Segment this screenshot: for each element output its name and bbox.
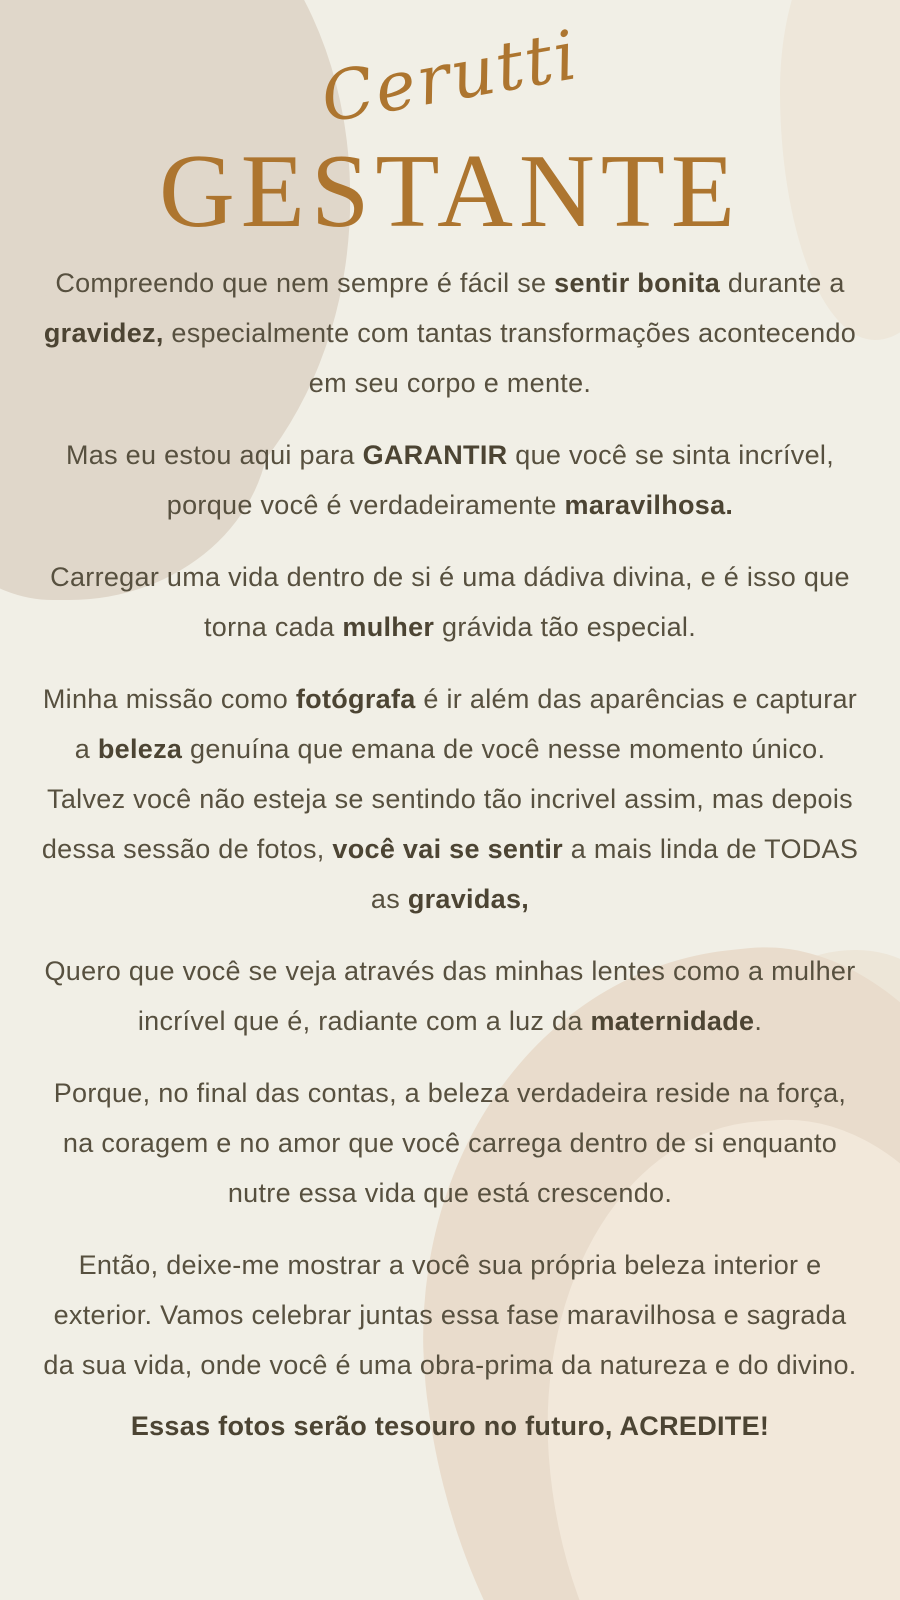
text: especialmente com tantas transformações acontecendo em seu corpo e mente. bbox=[163, 318, 857, 398]
text: a mais linda de TODAS as bbox=[370, 834, 859, 914]
text: Mas eu estou aqui para bbox=[65, 440, 363, 470]
text: Compreendo que nem sempre é fácil se bbox=[55, 268, 555, 298]
bold-text: maternidade bbox=[590, 1006, 755, 1036]
bold-text: sentir bonita bbox=[554, 268, 721, 298]
bold-text: você vai se sentir bbox=[332, 834, 563, 864]
page-title: GESTANTE bbox=[158, 132, 742, 249]
text: Porque, no final das contas, a beleza verdadeira reside na força, na coragem e no amor que você carrega dentro de si enquanto nutre essa vida que está crescendo. bbox=[53, 1078, 847, 1208]
text: Carregar uma vida dentro de si é uma dádiva divina, e é isso que torna cada bbox=[50, 562, 850, 642]
bold-text: maravilhosa. bbox=[564, 490, 734, 520]
text: Minha missão como bbox=[42, 684, 296, 714]
bold-text: beleza bbox=[97, 734, 183, 764]
bold-text: GARANTIR bbox=[362, 440, 508, 470]
text: Então, deixe-me mostrar a você sua própria beleza interior e exterior. Vamos celebrar juntas essa fase maravilhosa e sagrada da sua vida, onde você é uma obra-prima da natureza e do divino. bbox=[43, 1250, 857, 1380]
paragraph-2 bbox=[40, 430, 860, 530]
bold-text: fotógrafa bbox=[295, 684, 416, 714]
body-text bbox=[40, 258, 860, 1446]
text: Quero que você se veja através das minhas lentes como a mulher incrível que é, radiante com a luz da bbox=[44, 956, 856, 1036]
text: é ir além das aparências e capturar a bbox=[74, 684, 858, 764]
brand-signature: Cerutti bbox=[315, 16, 585, 139]
paragraph-7 bbox=[40, 1240, 860, 1390]
bold-text: gravidez, bbox=[43, 318, 164, 348]
paragraph-5 bbox=[40, 946, 860, 1046]
paragraph-1 bbox=[40, 258, 860, 408]
text: grávida tão especial. bbox=[434, 612, 696, 642]
paragraph-4 bbox=[40, 674, 860, 924]
paragraph-3 bbox=[40, 552, 860, 652]
bold-text: Essas fotos serão tesouro no futuro, ACREDITE! bbox=[130, 1411, 770, 1441]
paragraph-6 bbox=[40, 1068, 860, 1218]
text: . bbox=[754, 1006, 763, 1036]
text: genuína que emana de você nesse momento único. Talvez você não esteja se sentindo tão incrivel assim, mas depois dessa sessão de fotos, bbox=[41, 734, 853, 864]
bold-text: gravidas, bbox=[407, 884, 530, 914]
text: durante a bbox=[720, 268, 845, 298]
paragraph-8 bbox=[40, 1406, 860, 1446]
bold-text: mulher bbox=[342, 612, 435, 642]
text: que você se sinta incrível, porque você é verdadeiramente bbox=[166, 440, 835, 520]
